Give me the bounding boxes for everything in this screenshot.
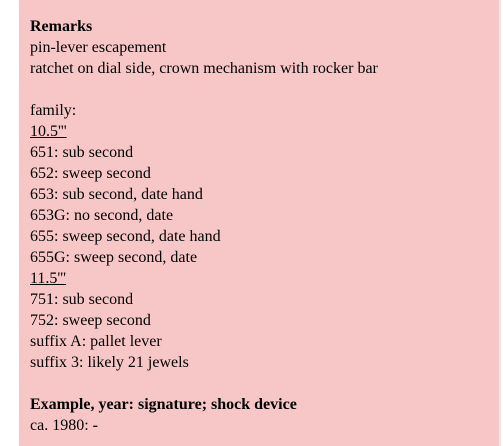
remarks-panel bbox=[19, 0, 501, 446]
example-value: - bbox=[92, 417, 98, 434]
remarks-content bbox=[30, 16, 490, 436]
family-item: suffix 3: likely 21 jewels bbox=[30, 354, 189, 371]
family-item: 655G: sweep second, date bbox=[30, 249, 198, 266]
family-size-heading: 11.5''' bbox=[30, 270, 67, 287]
family-item: 752: sweep second bbox=[30, 312, 151, 329]
family-item: 651: sub second bbox=[30, 144, 134, 161]
family-item: 655: sweep second, date hand bbox=[30, 228, 221, 245]
family-label: family: bbox=[30, 102, 77, 119]
remarks-heading: Remarks bbox=[30, 18, 93, 35]
remarks-line: pin-lever escapement bbox=[30, 39, 167, 56]
family-item: suffix A: pallet lever bbox=[30, 333, 162, 350]
spacer bbox=[30, 79, 490, 100]
spacer bbox=[30, 373, 490, 394]
example-line bbox=[30, 415, 490, 436]
example-year: ca. 1980: bbox=[30, 417, 93, 434]
family-item: 653G: no second, date bbox=[30, 207, 174, 224]
remarks-line: ratchet on dial side, crown mechanism with rocker bar bbox=[30, 60, 378, 77]
family-size-heading: 10.5''' bbox=[30, 123, 67, 140]
family-item: 751: sub second bbox=[30, 291, 134, 308]
family-item: 652: sweep second bbox=[30, 165, 151, 182]
family-item: 653: sub second, date hand bbox=[30, 186, 203, 203]
example-heading: Example, year: signature; shock device bbox=[30, 396, 297, 413]
